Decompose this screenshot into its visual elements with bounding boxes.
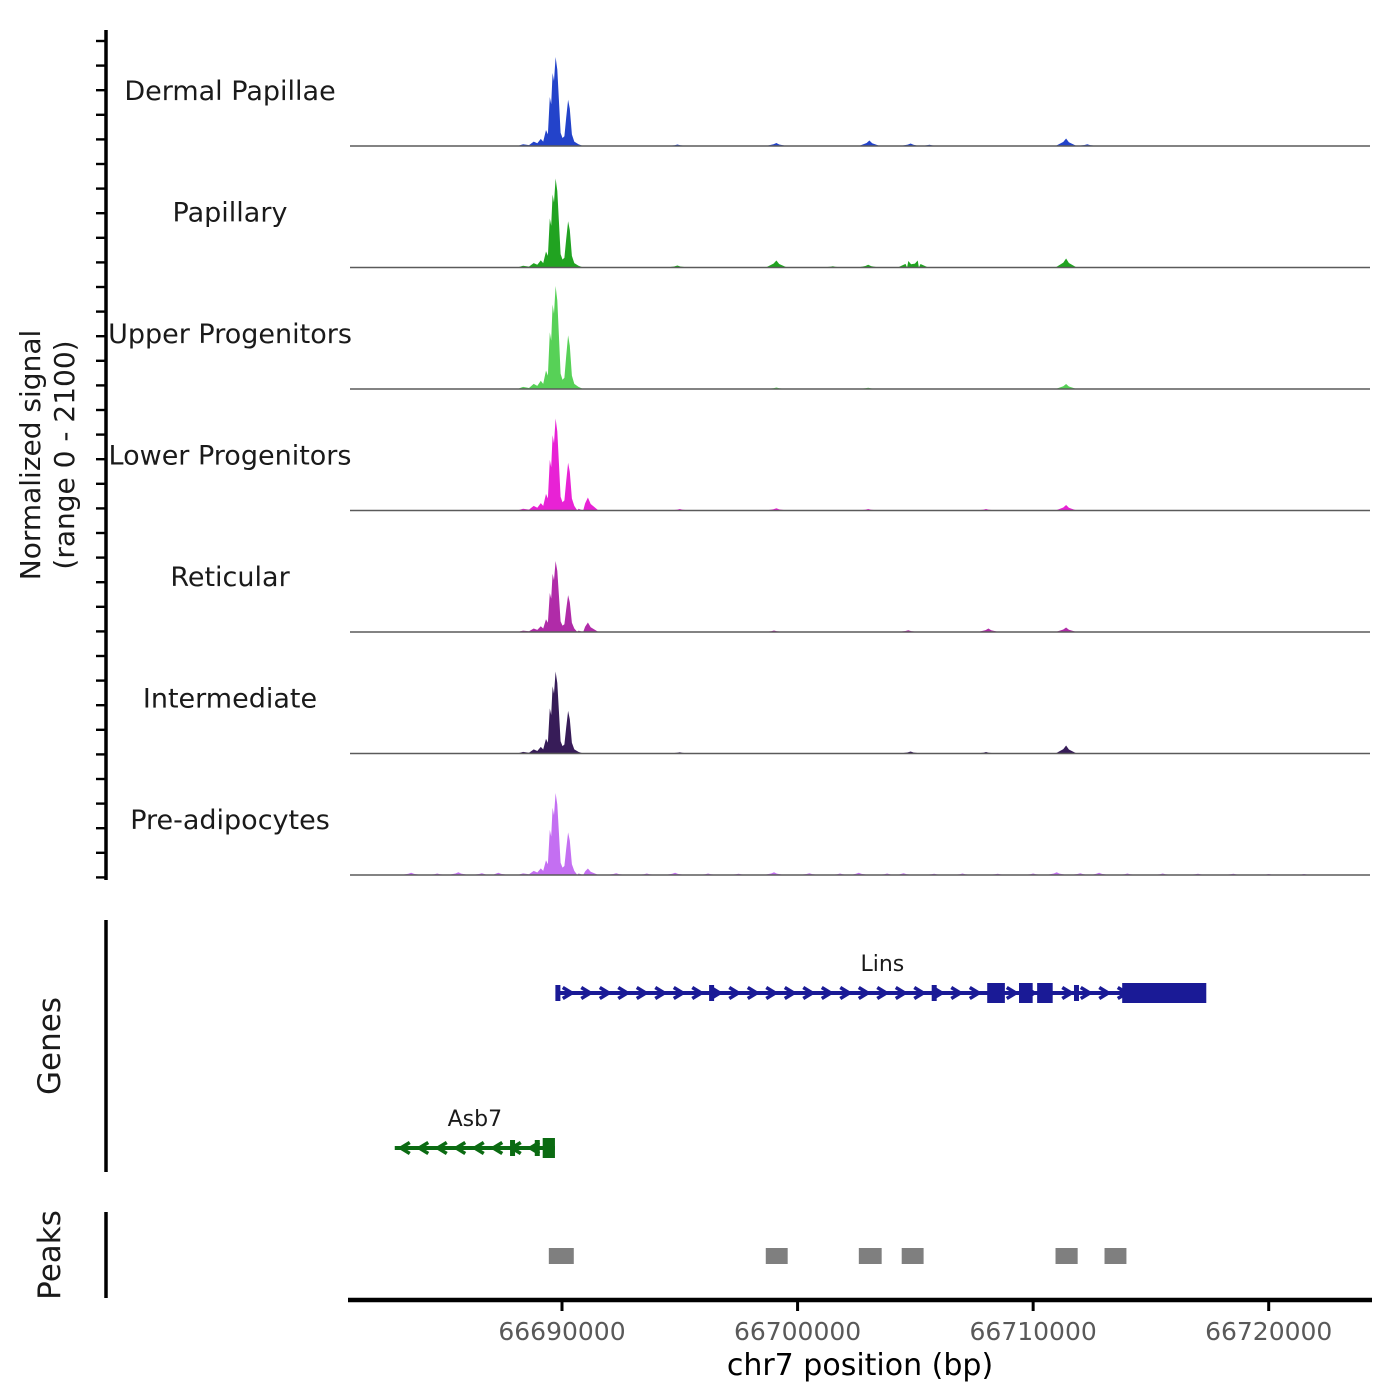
gene-lins-exon-block: [987, 983, 1005, 1003]
track-label-lower-progenitors: Lower Progenitors: [108, 440, 352, 472]
signal-area-intermediate: [350, 672, 1370, 754]
peak-interval: [859, 1248, 882, 1264]
signal-area-reticular: [350, 561, 1370, 632]
x-axis-title: chr7 position (bp): [726, 1348, 994, 1383]
peak-interval: [902, 1248, 924, 1264]
gene-asb7-exon-tick: [535, 1140, 540, 1156]
gene-lins-exon-tick: [1074, 985, 1079, 1001]
gene-lins-exon-block: [1037, 983, 1053, 1003]
x-tick-label: 66700000: [733, 1317, 862, 1346]
gene-asb7-exon-block: [543, 1138, 555, 1158]
x-tick-label: 66720000: [1205, 1317, 1333, 1346]
peak-interval: [1105, 1248, 1127, 1264]
gene-lins-exon-block: [1122, 983, 1206, 1003]
signal-area-dermal-papillae: [350, 57, 1370, 146]
track-label-reticular: Reticular: [170, 562, 290, 593]
gene-asb7-label: Asb7: [447, 1107, 503, 1132]
track-label-dermal-papillae: Dermal Papillae: [124, 76, 336, 107]
peaks-section-label: Peaks: [32, 1210, 68, 1300]
gene-asb7-exon-tick: [510, 1140, 515, 1156]
gene-lins-exon-tick: [555, 985, 560, 1001]
signal-area-lower-progenitors: [350, 419, 1370, 511]
y-axis-label-line1: Normalized signal: [14, 329, 47, 581]
y-axis-label-line2: (range 0 - 2100): [48, 340, 81, 570]
track-label-intermediate: Intermediate: [142, 683, 318, 715]
gene-lins-exon-tick: [709, 985, 714, 1001]
gene-lins-exon-block: [1019, 983, 1033, 1003]
signal-area-upper-progenitors: [350, 286, 1370, 389]
signal-area-pre-adipocytes: [350, 793, 1370, 875]
peak-interval: [766, 1248, 788, 1264]
genes-section-label: Genes: [32, 997, 68, 1095]
track-label-pre-adipocytes: Pre-adipocytes: [130, 805, 330, 836]
x-tick-label: 66690000: [498, 1317, 626, 1346]
peak-interval: [1056, 1248, 1078, 1264]
gene-lins-exon-tick: [932, 985, 937, 1001]
track-label-papillary: Papillary: [172, 197, 288, 229]
gene-lins-label: Lins: [860, 952, 905, 977]
x-tick-label: 66710000: [969, 1317, 1097, 1346]
signal-area-papillary: [350, 179, 1370, 268]
track-label-upper-progenitors: Upper Progenitors: [108, 319, 352, 350]
peak-interval: [549, 1248, 574, 1264]
